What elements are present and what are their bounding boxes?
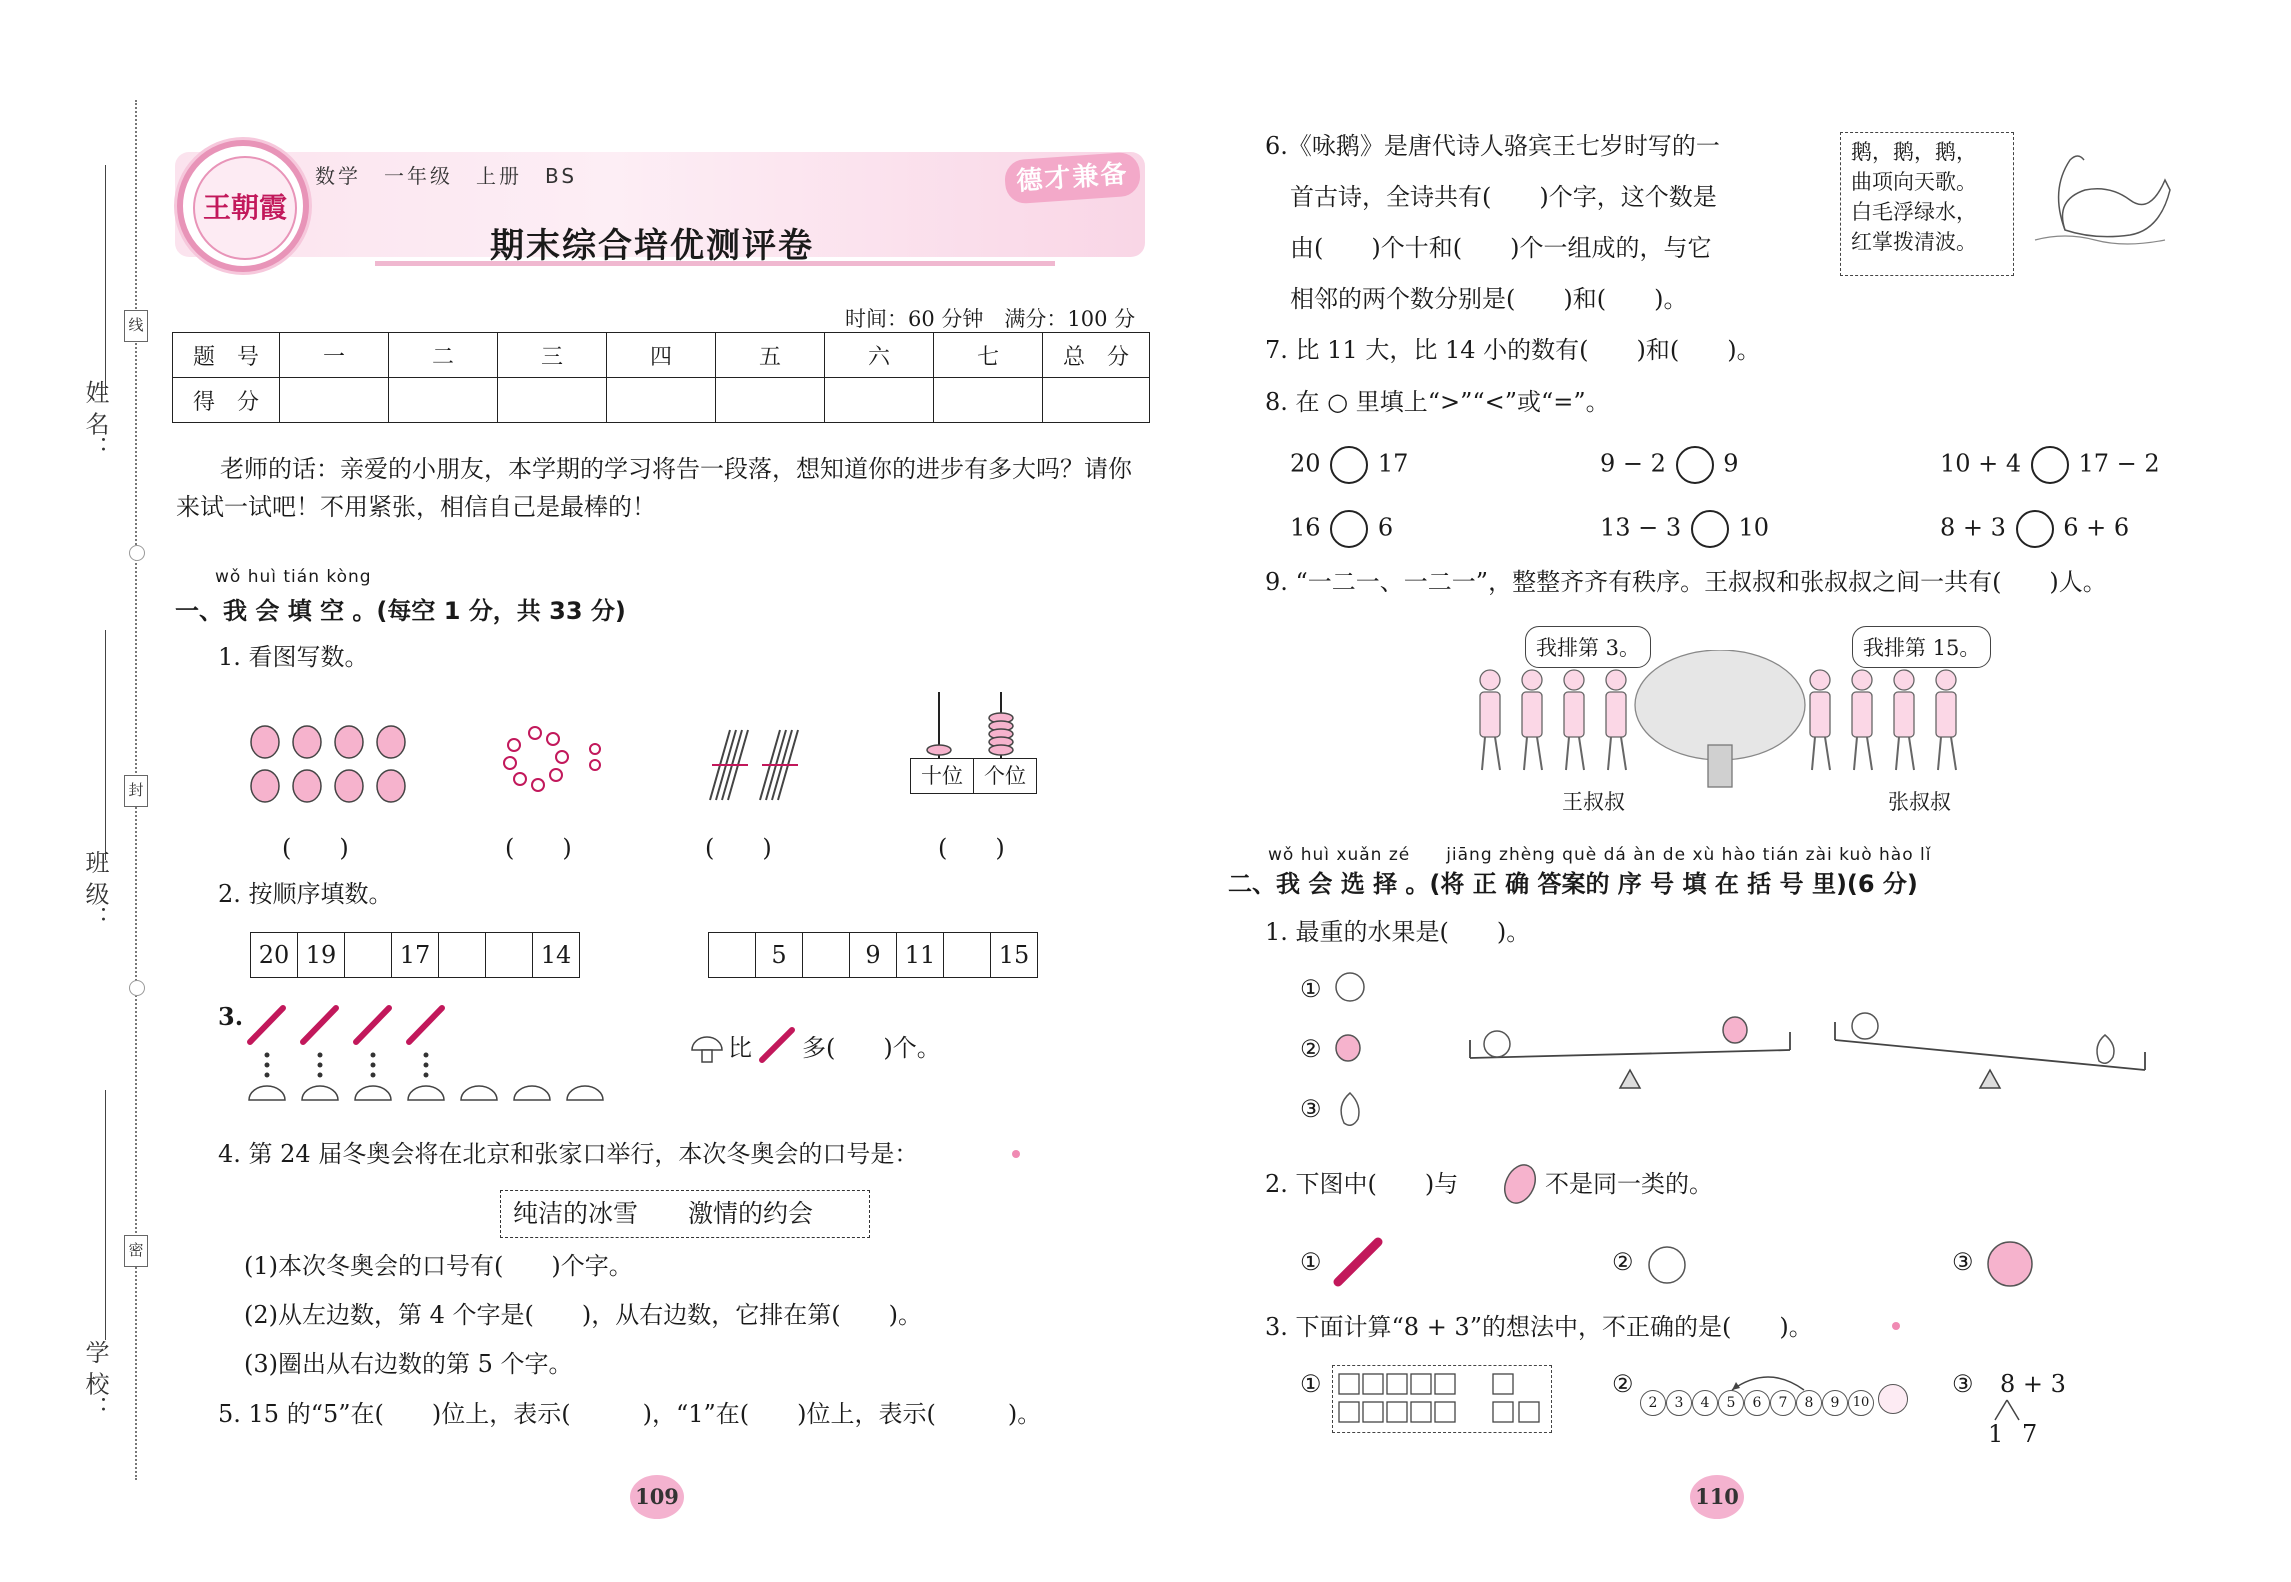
seq-cell: 5	[756, 933, 803, 977]
score-header-cell: 七	[934, 333, 1043, 378]
seq-cell: 14	[540, 941, 572, 969]
numline-bead: 3	[1666, 1390, 1692, 1416]
score-header-cell: 四	[607, 333, 716, 378]
seq-cell-blank[interactable]	[944, 933, 991, 977]
q1-answer-blank[interactable]: ( )	[505, 834, 572, 862]
numline-bead: 7	[1770, 1390, 1796, 1416]
score-cell[interactable]	[825, 378, 934, 423]
carrot-option-icon	[1330, 1230, 1390, 1290]
c1-text: 1. 最重的水果是( )。	[1265, 918, 1531, 946]
compare-right: 9	[1723, 449, 1739, 478]
c3-option-3[interactable]: ③	[1952, 1370, 1974, 1398]
speech-bubble-left: 我排第 3。	[1525, 626, 1651, 668]
brand-logo-text: 王朝霞	[193, 156, 297, 260]
c3-text: 3. 下面计算“8 + 3”的想法中，不正确的是( )。	[1265, 1313, 1813, 1341]
c1-option-3[interactable]: ③	[1300, 1095, 1322, 1123]
seq-cell: 9	[850, 933, 897, 977]
name-write-line	[105, 165, 106, 395]
q1-label: 1. 看图写数。	[218, 643, 369, 671]
slogan-box	[500, 1190, 870, 1238]
compare-item	[1940, 510, 2129, 548]
q5-text: 5. 15 的“5”在( )位上，表示( )，“1”在( )位上，表示( )。	[218, 1400, 1042, 1428]
seq-cell: 11	[897, 933, 944, 977]
c2-option-3[interactable]: ③	[1952, 1248, 1974, 1276]
q2-sequence-1	[250, 932, 580, 978]
subject-line: 数学 一年级 上册 BS	[315, 164, 578, 188]
seq-cell: 20	[251, 933, 298, 977]
q1-answer-blank[interactable]: ( )	[282, 834, 349, 862]
c3-option-1[interactable]: ①	[1300, 1370, 1322, 1398]
binding-mark-top: 线	[124, 310, 148, 342]
name-label: 姓 名：	[81, 380, 109, 460]
seq-cell: 17	[392, 933, 439, 977]
badge-label: 德才兼备	[1004, 151, 1142, 204]
score-header-cell: 六	[825, 333, 934, 378]
compare-circle[interactable]	[2016, 510, 2054, 548]
section1-pinyin: wǒ huì tián kòng	[215, 567, 372, 587]
score-cell[interactable]	[389, 378, 498, 423]
c1-option-2[interactable]: ②	[1300, 1035, 1322, 1063]
compare-circle[interactable]	[1691, 510, 1729, 548]
time-score-info: 时间：60 分钟 满分：100 分	[845, 307, 1136, 331]
eggplant-icon	[1495, 1152, 1545, 1210]
cube-groups-box	[1332, 1365, 1552, 1433]
seq-cell-blank[interactable]	[439, 933, 486, 977]
section1-title: 一、我 会 填 空 。(每空 1 分，共 33 分)	[175, 597, 626, 625]
binding-mark-middle: 封	[124, 775, 148, 807]
c2-option-2[interactable]: ②	[1612, 1248, 1634, 1276]
q2-sequence-2	[708, 932, 1038, 978]
compare-item	[1290, 510, 1393, 548]
q3-text-more: 多( )个。	[802, 1034, 941, 1062]
compare-right: 17	[1377, 449, 1409, 478]
fruit-options-icon	[1330, 965, 1370, 1135]
seq-cell-blank[interactable]	[345, 933, 392, 977]
poem-box	[1840, 132, 2014, 276]
page-number-left: 109	[630, 1475, 684, 1519]
section2-title: 二、我 会 选 择 。(将 正 确 答案的 序 号 填 在 括 号 里)(6 分)	[1228, 870, 1918, 898]
q1-answer-blank[interactable]: ( )	[938, 834, 1005, 862]
name-wang: 王叔叔	[1562, 790, 1625, 814]
compare-left: 16	[1290, 513, 1321, 542]
q4-sub2: (2)从左边数，第 4 个字是( )，从右边数，它排在第( )。	[244, 1301, 922, 1329]
c3-option-2[interactable]: ②	[1612, 1370, 1634, 1398]
tens-label: 十位	[911, 759, 974, 793]
compare-right: 17 − 2	[2078, 449, 2160, 478]
class-write-line	[105, 630, 106, 860]
apple-option-icon	[1980, 1232, 2040, 1292]
compare-item	[1600, 446, 1738, 484]
score-cell[interactable]	[1043, 378, 1150, 423]
score-header-cell: 二	[389, 333, 498, 378]
seq-cell: 15	[998, 941, 1030, 969]
numline-bead: 4	[1692, 1390, 1718, 1416]
compare-right: 6 + 6	[2063, 513, 2130, 542]
score-header-cell: 题 号	[173, 333, 280, 378]
soldiers-tree-icon	[1470, 650, 1980, 790]
score-table	[172, 332, 1150, 423]
q6-line4: 相邻的两个数分别是( )和( )。	[1290, 285, 1688, 313]
score-value-row	[173, 378, 1150, 423]
goose-icon	[2025, 140, 2175, 250]
compare-circle[interactable]	[1330, 446, 1368, 484]
c2-text-a: 2. 下图中( )与	[1265, 1170, 1459, 1198]
bulb-icon	[1892, 1322, 1900, 1330]
strawberries-icon	[245, 720, 420, 810]
compare-left: 20	[1290, 449, 1321, 478]
compare-right: 6	[1377, 513, 1394, 542]
carrots-mushrooms-icon	[245, 1000, 630, 1120]
score-row-label: 得 分	[173, 378, 280, 423]
q9-text: 9. “一二一、一二一”，整整齐齐有秩序。王叔叔和张叔叔之间一共有( )人。	[1265, 568, 2107, 596]
q3-label: 3.	[218, 1002, 244, 1031]
caterpillar-head-icon	[1878, 1384, 1908, 1414]
poem-line: 曲项向天歌。	[1851, 170, 1977, 194]
compare-left: 9 − 2	[1600, 449, 1666, 478]
name-zhang: 张叔叔	[1888, 790, 1951, 814]
c2-option-1[interactable]: ①	[1300, 1248, 1322, 1276]
q4-label: 4. 第 24 届冬奥会将在北京和张家口举行，本次冬奥会的口号是：	[218, 1140, 919, 1168]
teacher-words-line2: 来试一试吧！不用紧张，相信自己是最棒的！	[176, 493, 656, 521]
q4-sub3: (3)圈出从右边数的第 5 个字。	[244, 1350, 573, 1378]
q7-text: 7. 比 11 大，比 14 小的数有( )和( )。	[1265, 336, 1761, 364]
stick-bundles-icon	[700, 725, 810, 805]
q6-line3: 由( )个十和( )个一组成的，与它	[1290, 234, 1712, 262]
poem-line: 红掌拨清波。	[1851, 230, 1977, 254]
numline-bead: 8	[1796, 1390, 1822, 1416]
numline-bead: 5	[1718, 1390, 1744, 1416]
slogan-text: 纯洁的冰雪 激情的约会	[513, 1199, 814, 1228]
seq-cell-blank[interactable]	[803, 933, 850, 977]
class-label: 班 级：	[81, 850, 109, 930]
score-cell[interactable]	[934, 378, 1043, 423]
poem-line: 白毛浮绿水，	[1851, 200, 1977, 224]
q3-text-compare: 比	[728, 1034, 752, 1062]
binding-mark-bottom: 密	[124, 1235, 148, 1267]
numline-bead: 6	[1744, 1390, 1770, 1416]
teacher-words-line1: 老师的话：亲爱的小朋友，本学期的学习将告一段落，想知道你的进步有多大吗？请你	[220, 455, 1132, 483]
page-title: 期末综合培优测评卷	[490, 226, 814, 266]
q8-text: 8. 在 ○ 里填上“>”“<”或“=”。	[1265, 388, 1610, 416]
jump-arrow-icon	[1728, 1368, 1808, 1392]
c2-text-b: 不是同一类的。	[1545, 1170, 1713, 1198]
balance-scales-icon	[1465, 1000, 2155, 1100]
carrot-icon	[758, 1024, 798, 1064]
split-branch-icon	[1985, 1398, 2045, 1422]
score-cell[interactable]	[716, 378, 825, 423]
torch-icon	[1012, 1150, 1020, 1158]
c1-option-1[interactable]: ①	[1300, 975, 1322, 1003]
seq-cell-blank[interactable]	[709, 933, 756, 977]
compare-circle[interactable]	[2031, 446, 2069, 484]
abacus-icon	[905, 690, 1045, 760]
q4-sub1: (1)本次冬奥会的口号有( )个字。	[244, 1252, 633, 1280]
abacus-place-labels	[910, 758, 1037, 794]
numline-bead: 10	[1848, 1390, 1874, 1416]
mushroom-icon	[690, 1030, 724, 1064]
compare-left: 10 + 4	[1940, 449, 2022, 478]
q2-label: 2. 按顺序填数。	[218, 880, 393, 908]
score-cell[interactable]	[498, 378, 607, 423]
score-header-cell: 总 分	[1043, 333, 1150, 378]
compare-item	[1600, 510, 1769, 548]
score-header-cell: 一	[280, 333, 389, 378]
cubes-icon	[1333, 1366, 1551, 1432]
q1-answer-blank[interactable]: ( )	[705, 834, 772, 862]
score-header-cell: 五	[716, 333, 825, 378]
compare-right: 10	[1738, 513, 1770, 542]
seq-cell-blank[interactable]	[486, 933, 533, 977]
score-cell[interactable]	[280, 378, 389, 423]
compare-left: 8 + 3	[1940, 513, 2006, 542]
caterpillar-number-line	[1640, 1390, 1908, 1416]
punch-hole-icon	[129, 545, 145, 561]
numline-bead: 9	[1822, 1390, 1848, 1416]
compare-item	[1290, 446, 1408, 484]
speech-bubble-right: 我排第 15。	[1852, 626, 1991, 668]
school-write-line	[105, 1090, 106, 1340]
score-header-row	[173, 333, 1150, 378]
ones-label: 个位	[984, 764, 1026, 788]
seq-cell: 19	[298, 933, 345, 977]
compare-circle[interactable]	[1330, 510, 1368, 548]
c3-expression: 8 + 3	[2000, 1370, 2066, 1398]
compare-left: 13 − 3	[1600, 513, 1682, 542]
c3-split-right: 7	[2022, 1420, 2038, 1448]
c3-split-left: 1	[1988, 1420, 2004, 1448]
numline-bead: 2	[1640, 1390, 1666, 1416]
tomato-option-icon	[1640, 1235, 1694, 1289]
school-label: 学 校：	[81, 1340, 109, 1420]
poem-line: 鹅，鹅，鹅，	[1851, 140, 1977, 164]
q6-line1: 6.《咏鹅》是唐代诗人骆宾王七岁时写的一	[1265, 132, 1720, 160]
bead-ring-icon	[500, 725, 610, 805]
header-banner	[175, 140, 1145, 265]
compare-item	[1940, 446, 2160, 484]
section2-pinyin: wǒ huì xuǎn zé jiāng zhèng què dá àn de xù hào tián zài kuò hào lǐ	[1268, 845, 1932, 865]
punch-hole-icon	[129, 980, 145, 996]
compare-circle[interactable]	[1676, 446, 1714, 484]
q6-line2: 首古诗，全诗共有( )个字，这个数是	[1290, 183, 1717, 211]
score-header-cell: 三	[498, 333, 607, 378]
page-number-right: 110	[1690, 1475, 1744, 1519]
brand-logo	[177, 140, 309, 272]
score-cell[interactable]	[607, 378, 716, 423]
